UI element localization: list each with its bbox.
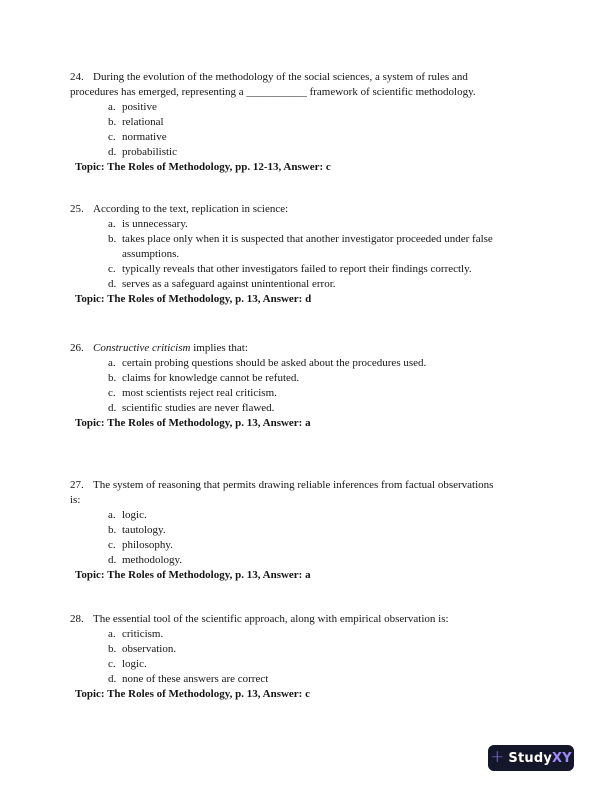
option-row [70, 538, 582, 553]
question-number: 24. [70, 71, 84, 83]
question-stem-line [70, 341, 582, 356]
option-text: criticism. [122, 628, 164, 640]
option-text: scientific studies are never flawed. [122, 402, 275, 414]
question-stem-line [70, 612, 582, 627]
question-number: 27. [70, 479, 84, 491]
option-text: methodology. [122, 554, 183, 566]
option-row [70, 523, 582, 538]
question-stem-italic: Constructive criticism [93, 342, 191, 354]
question-stem-line [70, 202, 582, 217]
question-stem-text: The essential tool of the scientific approach, along with empirical observation is: [93, 613, 449, 625]
option-text: claims for knowledge cannot be refuted. [122, 372, 300, 384]
option-row [70, 627, 582, 642]
option-row [70, 115, 582, 130]
option-letter: b. [108, 524, 117, 536]
option-letter: b. [108, 372, 117, 384]
topic-answer-line: Topic: The Roles of Methodology, pp. 12-13, Answer: c [75, 161, 331, 173]
option-letter: d. [108, 146, 117, 158]
option-text: observation. [122, 643, 177, 655]
question-stem-text: During the evolution of the methodology of the social sciences, a system of rules and [93, 71, 468, 83]
option-letter: d. [108, 278, 117, 290]
option-text: normative [122, 131, 167, 143]
option-row [70, 672, 582, 687]
option-text: logic. [122, 658, 147, 670]
question-number: 28. [70, 613, 84, 625]
plus-icon: + [490, 746, 505, 767]
option-letter: c. [108, 539, 116, 551]
question-list [70, 70, 582, 702]
option-row [70, 508, 582, 523]
option-row [70, 642, 582, 657]
studyxy-badge [488, 745, 574, 771]
option-letter: b. [108, 233, 117, 245]
option-row [70, 371, 582, 386]
option-text: takes place only when it is suspected that another investigator proceeded under false [122, 233, 493, 245]
option-letter: c. [108, 263, 116, 275]
option-text: is unnecessary. [122, 218, 188, 230]
option-letter: a. [108, 509, 116, 521]
option-letter: a. [108, 101, 116, 113]
question-block-24 [70, 70, 582, 175]
topic-answer-line: Topic: The Roles of Methodology, p. 13, Answer: d [75, 293, 312, 305]
option-text: typically reveals that other investigators failed to report their findings correctly. [122, 263, 472, 275]
option-row [70, 553, 582, 568]
question-block-28 [70, 612, 582, 702]
option-text: certain probing questions should be asked about the procedures used. [122, 357, 427, 369]
option-row [70, 277, 582, 292]
question-block-27 [70, 478, 582, 583]
brand-name-accent: XY [552, 750, 572, 766]
question-stem-line [70, 70, 582, 85]
option-letter: c. [108, 131, 116, 143]
option-row [70, 232, 582, 247]
option-text: most scientists reject real criticism. [122, 387, 277, 399]
option-row [70, 657, 582, 672]
option-letter: c. [108, 387, 116, 399]
option-text-continuation: assumptions. [122, 248, 180, 260]
question-stem-line: is: [70, 494, 81, 506]
option-letter: a. [108, 628, 116, 640]
question-stem-text: implies that: [190, 342, 248, 354]
option-text: tautology. [122, 524, 166, 536]
option-row [70, 401, 582, 416]
option-letter: d. [108, 554, 117, 566]
option-row [70, 356, 582, 371]
topic-answer-line: Topic: The Roles of Methodology, p. 13, Answer: a [75, 417, 311, 429]
option-row [70, 262, 582, 277]
option-row [70, 100, 582, 115]
option-letter: a. [108, 218, 116, 230]
question-stem-text: The system of reasoning that permits drawing reliable inferences from factual observations [93, 479, 494, 491]
option-letter: a. [108, 357, 116, 369]
option-text: relational [122, 116, 164, 128]
option-text: serves as a safeguard against unintentional error. [122, 278, 336, 290]
topic-answer-line: Topic: The Roles of Methodology, p. 13, Answer: c [75, 688, 310, 700]
option-text: none of these answers are correct [122, 673, 269, 685]
option-letter: d. [108, 673, 117, 685]
option-row [70, 130, 582, 145]
topic-answer-line: Topic: The Roles of Methodology, p. 13, Answer: a [75, 569, 311, 581]
question-stem-text: According to the text, replication in science: [93, 203, 289, 215]
option-letter: c. [108, 658, 116, 670]
option-letter: b. [108, 116, 117, 128]
question-block-26 [70, 341, 582, 431]
option-row [70, 217, 582, 232]
option-text: positive [122, 101, 157, 113]
option-text: philosophy. [122, 539, 173, 551]
question-number: 25. [70, 203, 84, 215]
option-letter: b. [108, 643, 117, 655]
option-row [70, 145, 582, 160]
brand-name-primary: Study [508, 750, 553, 766]
question-stem-line [70, 478, 582, 493]
question-block-25 [70, 202, 582, 307]
option-letter: d. [108, 402, 117, 414]
option-text: probabilistic [122, 146, 177, 158]
option-row [70, 386, 582, 401]
question-number: 26. [70, 342, 84, 354]
question-stem-line: procedures has emerged, representing a ___________ framework of scientific methodology. [70, 86, 476, 98]
option-text: logic. [122, 509, 147, 521]
